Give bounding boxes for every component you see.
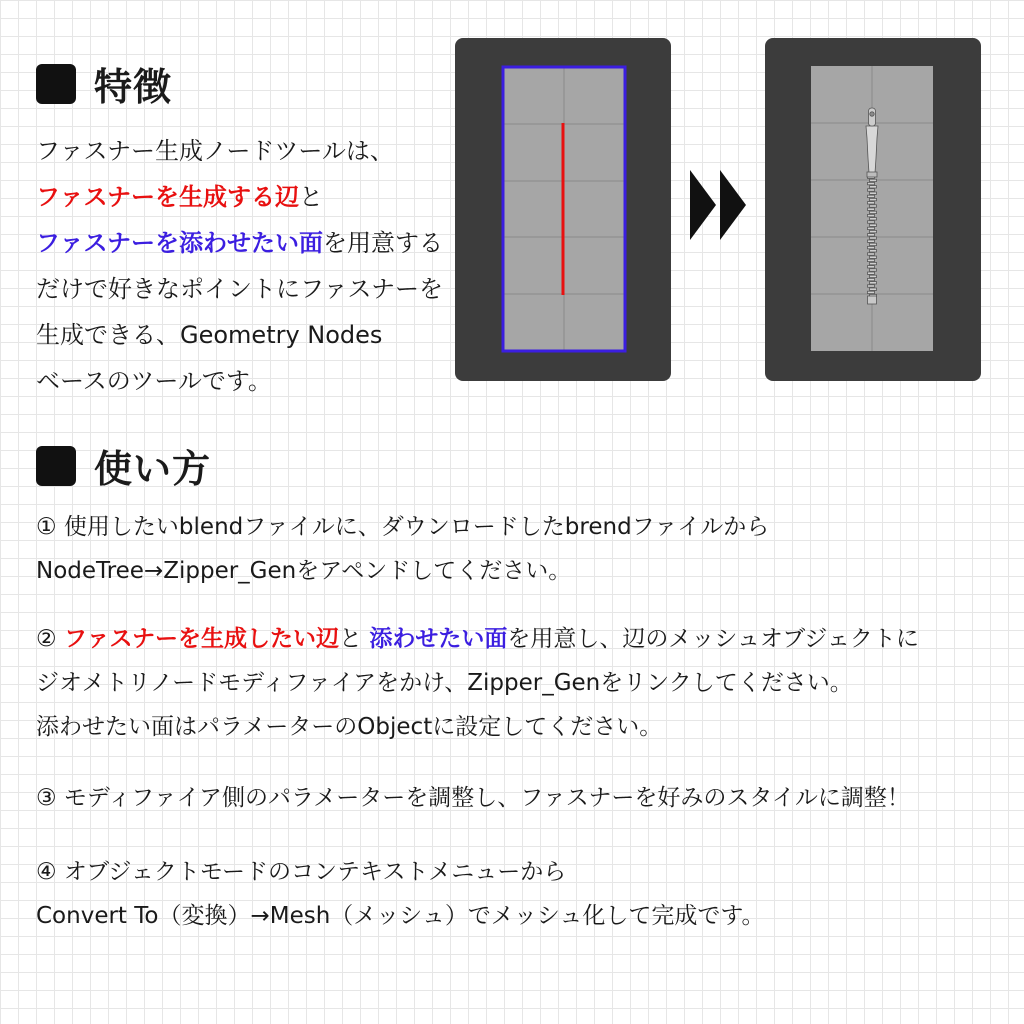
zipper-tooth [870,211,877,213]
zipper-tooth [868,182,875,184]
zipper-tooth [868,214,875,216]
intro-line-5: 生成できる、Geometry Nodes [36,321,383,349]
zipper-tooth [870,224,877,226]
zipper-tooth [868,253,875,255]
zipper-tooth [868,278,875,280]
usage-step-1: ① 使用したいblendファイルに、ダウンロードしたbrendファイルから NodeTree→Zipper_Genをアペンドしてください。 [36,514,770,584]
zipper-tooth [868,189,875,191]
zipper-tooth [870,288,877,290]
intro-line-3: ファスナーを添わせたい面を用意する [36,229,444,257]
face-highlight-text: ファスナーを添わせたい面 [36,229,324,257]
zipper-tooth [870,282,877,284]
zipper-tooth [870,262,877,264]
zipper-tooth [870,192,877,194]
usage-title: 使い方 [94,447,212,491]
after-viewport-drawing [765,38,981,381]
intro-line-2: ファスナーを生成する辺と [36,183,324,211]
zipper-tooth [868,208,875,210]
zipper-tooth [868,240,875,242]
zipper-tooth [870,230,877,232]
square-bullet-icon [36,446,76,486]
square-bullet-icon [36,64,76,104]
zipper-tooth [870,186,877,188]
zipper-tooth [868,259,875,261]
zipper-tooth [870,275,877,277]
zipper-tooth [870,205,877,207]
before-viewport-drawing [455,38,671,381]
intro-line-4: だけで好きなポイントにファスナーを [36,275,444,303]
usage-step-3: ③ モディファイア側のパラメーターを調整し、ファスナーを好みのスタイルに調整！ [36,785,910,811]
zipper-tooth [870,198,877,200]
edge-highlight-text: ファスナーを生成する辺 [36,183,300,211]
double-right-arrow-icon [688,170,750,240]
features-description [36,128,466,404]
zipper-tooth [868,272,875,274]
zipper-tooth [868,266,875,268]
zipper-tooth [868,246,875,248]
zipper-tooth [868,195,875,197]
zipper-tooth [868,234,875,236]
zipper-tooth [870,179,877,181]
before-viewport-image [455,38,671,381]
usage-step-2: ② ファスナーを生成したい辺と 添わせたい面を用意し、辺のメッシュオブジェクトに ジオメトリノードモディファイアをかけ、Zipper_Genをリンクしてください。 添わせたい面はパラメーターのObjectに設定してください。 [36,626,919,740]
zipper-tooth [868,202,875,204]
zipper-tooth [870,243,877,245]
zipper-tooth [868,291,875,293]
zipper-tooth [868,221,875,223]
zipper-tooth [870,256,877,258]
zipper-tooth [870,250,877,252]
intro-line-1: ファスナー生成ノードツールは、 [36,137,394,165]
usage-step-4: ④ オブジェクトモードのコンテキストメニューから Convert To（変換）→Mesh（メッシュ）でメッシュ化して完成です。 [36,859,765,929]
intro-line-6: ベースのツールです。 [36,367,272,395]
zipper-tooth [868,227,875,229]
zipper-tooth [870,237,877,239]
step2-edge-highlight: ファスナーを生成したい辺 [63,626,340,652]
features-title: 特徴 [94,65,173,109]
zipper-tooth [870,269,877,271]
after-viewport-image [765,38,981,381]
zipper-tooth [868,285,875,287]
usage-heading [36,438,211,493]
zipper-tooth [870,218,877,220]
step2-face-highlight: 添わせたい面 [369,626,508,652]
features-heading [36,56,172,111]
